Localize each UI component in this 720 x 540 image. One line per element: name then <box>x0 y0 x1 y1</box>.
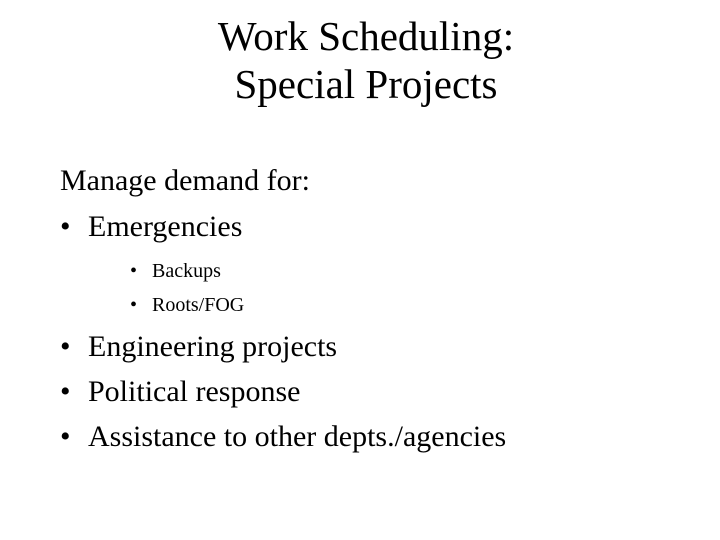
sub-bullet-dot: • <box>130 294 138 316</box>
bullet-item-assistance <box>60 419 700 455</box>
bullet-item-engineering-projects <box>60 329 700 365</box>
sub-bullet-item-backups <box>60 259 700 283</box>
bullet-dot: • <box>60 330 71 363</box>
sub-bullet-dot: • <box>130 260 138 282</box>
bullet-dot: • <box>60 375 71 408</box>
bullet-item-political-response <box>60 374 700 410</box>
bullet-dot: • <box>60 210 71 243</box>
slide-title-line-2: Special Projects <box>234 61 498 107</box>
bullet-label: Emergencies <box>88 210 243 243</box>
slide-title-line-1: Work Scheduling: <box>217 13 515 59</box>
bullet-label: Assistance to other depts./agencies <box>88 420 507 453</box>
sub-bullet-label: Roots/FOG <box>152 294 245 316</box>
bullet-item-emergencies <box>60 209 700 245</box>
bullet-label: Engineering projects <box>88 330 338 363</box>
sub-bullet-label: Backups <box>152 260 221 282</box>
slide-body <box>60 163 700 455</box>
sub-bullet-item-roots-fog <box>60 293 700 317</box>
sub-bullet-list <box>60 259 700 317</box>
bullet-dot: • <box>60 420 71 453</box>
bullet-label: Political response <box>88 375 301 408</box>
intro-text: Manage demand for: <box>60 164 310 197</box>
slide-title <box>0 12 720 108</box>
